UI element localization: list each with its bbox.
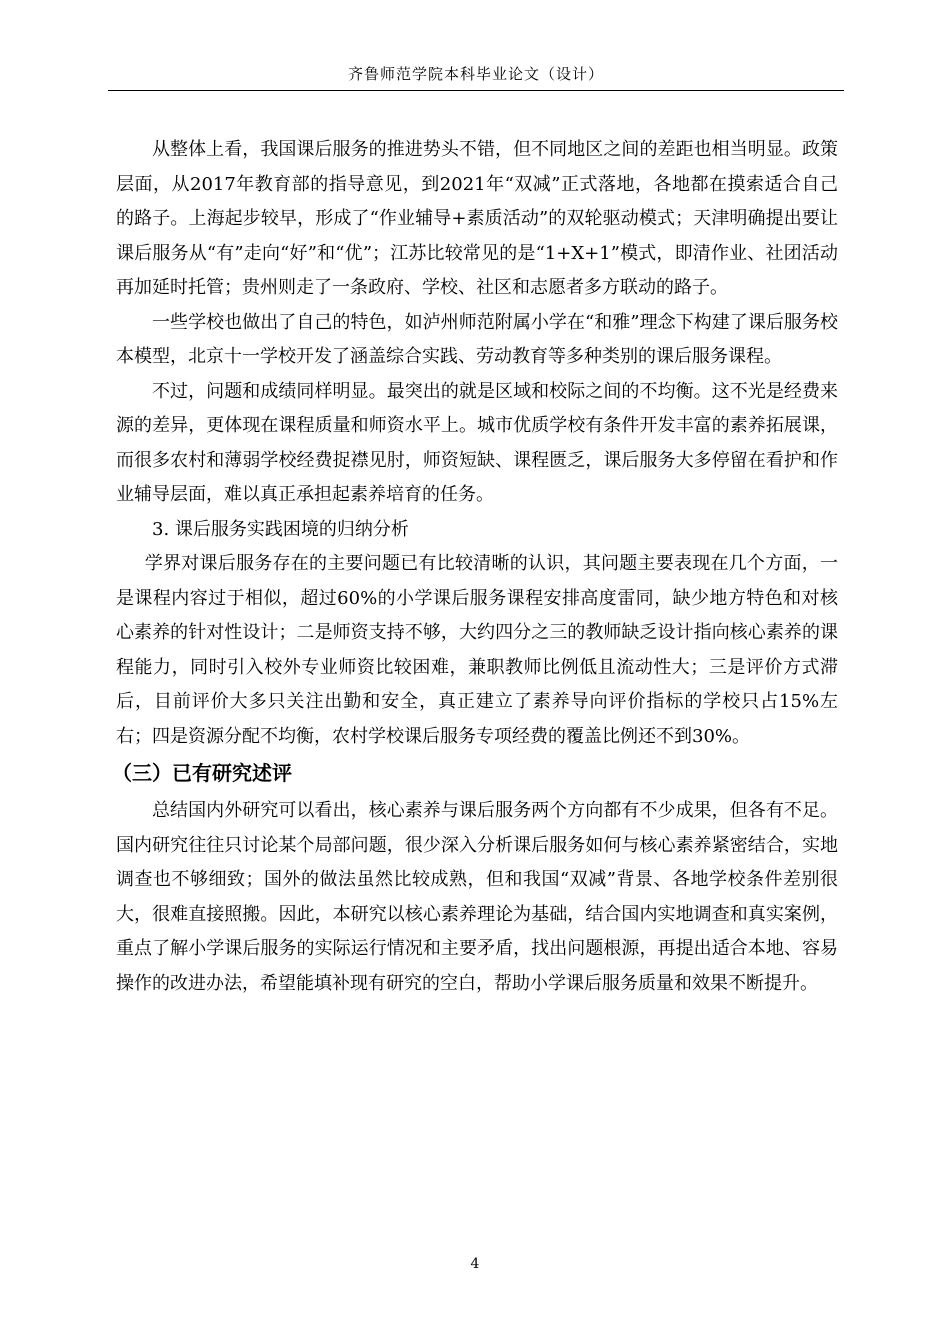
section-title: （三）已有研究述评 [112,761,292,785]
subsection-heading: 3. 课后服务实践困境的归纳分析 [152,518,409,540]
body-paragraph-review: 总结国内外研究可以看出，核心素养与课后服务两个方向都有不少成果，但各有不足。国内研究往往只讨论某个局部问题，很少深入分析课后服务如何与核心素养紧密结合，实地调查也不够细致；国外的做法虽然比较成熟，但和我国“双减”背景、各地学校条件差别很大，很难直接照搬。因此，本研究以核心素养理论为基础，结合国内实地调查和真实案例，重点了解小学课后服务的实际运行情况和主要矛盾，找出问题根源，再提出适合本地、容易操作的改进办法，希望能填补现有研究的空白，帮助小学课后服务质量和效果不断提升。 [116,800,838,994]
page-number: 4 [470,1256,480,1272]
body-paragraph-overview: 从整体上看，我国课后服务的推进势头不错，但不同地区之间的差距也相当明显。政策层面，从2017年教育部的指导意见，到2021年“双减”正式落地，各地都在摸索适合自己的路子。上海起步较早，形成了“作业辅导+素质活动”的双轮驱动模式；天津明确提出要让课后服务从“有”走向“好”和“优”；江苏比较常见的是“1+X+1”模式，即清作业、社团活动再加延时托管；贵州则走了一条政府、学校、社区和志愿者多方联动的路子。 [116,139,838,298]
page-body [112,133,838,1001]
body-paragraph-imbalance: 不过，问题和成绩同样明显。最突出的就是区域和校际之间的不均衡。这不光是经费来源的差异，更体现在课程质量和师资水平上。城市优质学校有条件开发丰富的素养拓展课，而很多农村和薄弱学校经费捉襟见肘，师资短缺、课程匮乏，课后服务大多停留在看护和作业辅导层面，难以真正承担起素养培育的任务。 [116,380,838,505]
running-header: 齐鲁师范学院本科毕业论文（设计） [347,65,604,83]
header-divider [108,90,844,91]
body-paragraph-problems: 学界对课后服务存在的主要问题已有比较清晰的认识，其问题主要表现在几个方面，一是课程内容过于相似，超过60%的小学课后服务课程安排高度雷同，缺少地方特色和对核心素养的针对性设计；二是师资支持不够，大约四分之三的教师缺乏设计指向核心素养的课程能力，同时引入校外专业师资比较困难，兼职教师比例低且流动性大；三是评价方式滞后，目前评价大多只关注出勤和安全，真正建立了素养导向评价指标的学校只占15%左右；四是资源分配不均衡，农村学校课后服务专项经费的覆盖比例还不到30%。 [116,553,838,747]
body-paragraph-school-examples: 一些学校也做出了自己的特色，如泸州师范附属小学在“和雅”理念下构建了课后服务校本模型，北京十一学校开发了涵盖综合实践、劳动教育等多种类别的课后服务课程。 [116,311,838,367]
